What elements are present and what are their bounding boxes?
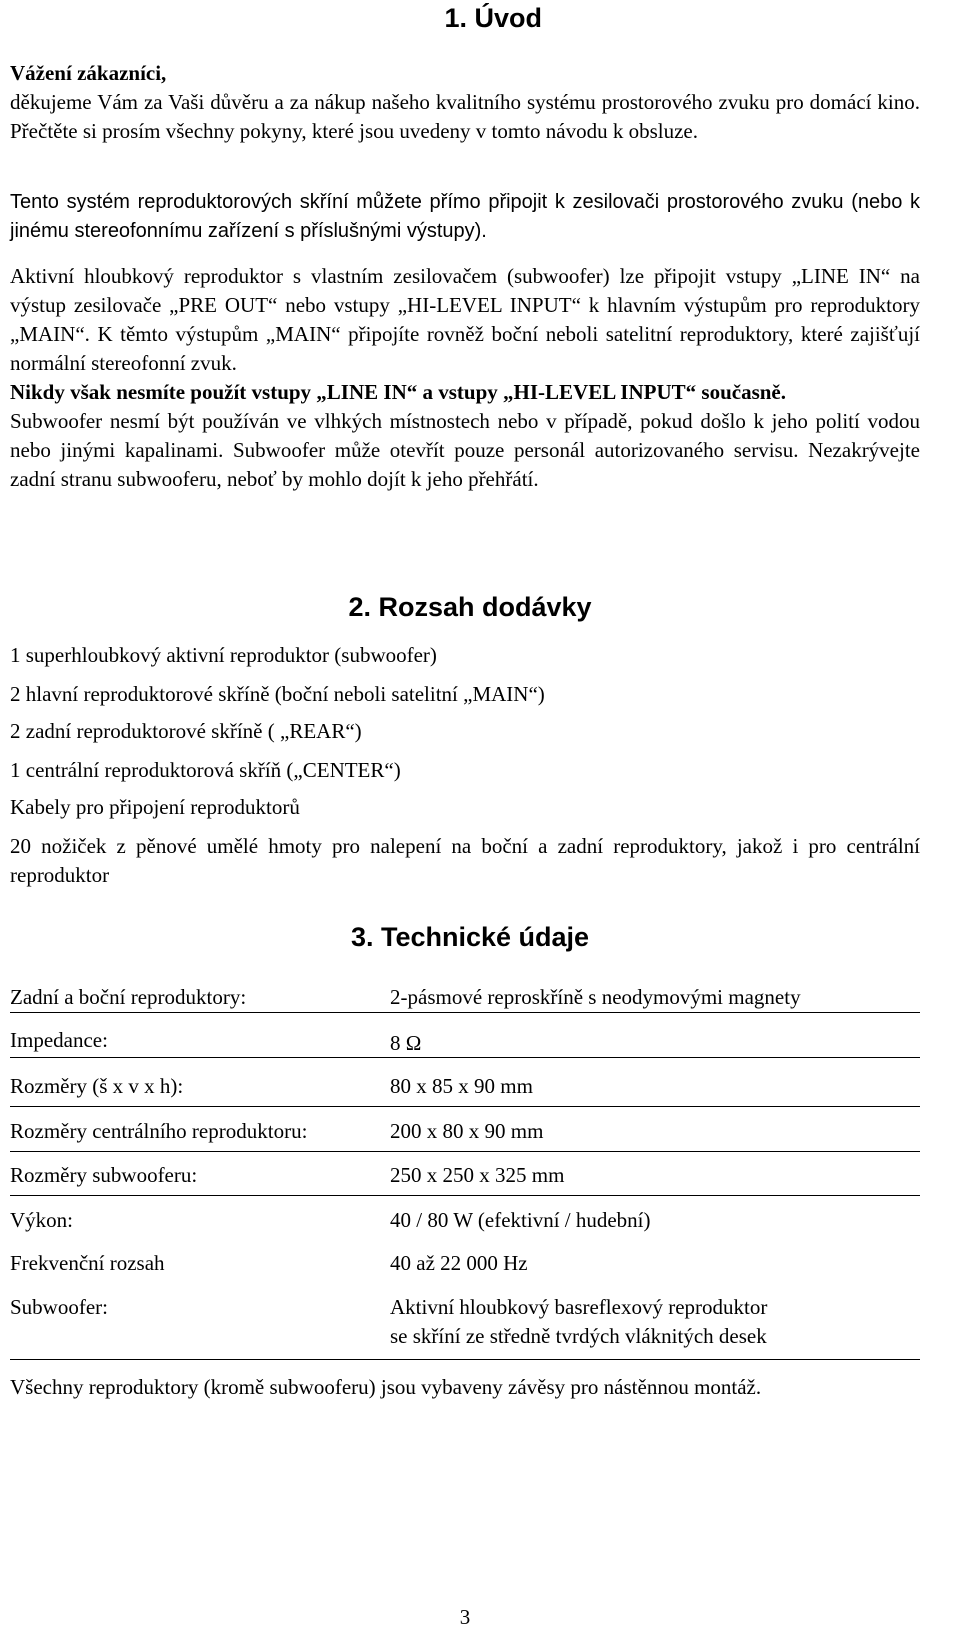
spec-row bbox=[10, 1072, 920, 1102]
list-item: 1 centrální reproduktorová skříň („CENTER“) bbox=[10, 758, 401, 782]
spec-value: 250 x 250 x 325 mm bbox=[390, 1163, 565, 1187]
warning-paragraph: Nikdy však nesmíte použít vstupy „LINE IN“ a vstupy „HI-LEVEL INPUT“ současně. bbox=[10, 380, 786, 404]
spec-label: Výkon: bbox=[10, 1208, 73, 1232]
spec-value: 2-pásmové reproskříně s neodymovými magnety bbox=[390, 985, 801, 1009]
spec-value: 40 až 22 000 Hz bbox=[390, 1251, 528, 1275]
spec-value: 80 x 85 x 90 mm bbox=[390, 1074, 533, 1098]
section-1-heading: 1. Úvod bbox=[444, 3, 542, 33]
spec-label: Impedance: bbox=[10, 1028, 108, 1052]
spec-row bbox=[10, 1026, 920, 1056]
spec-row bbox=[10, 1293, 920, 1355]
spec-row bbox=[10, 1249, 920, 1279]
spec-row bbox=[10, 1206, 920, 1236]
spec-label: Rozměry centrálního reproduktoru: bbox=[10, 1119, 308, 1143]
intro-paragraph: děkujeme Vám za Vaši důvěru a za nákup našeho kvalitního systému prostorového zvuku pro domácí kino. Přečtěte si prosím všechny pokyny, které jsou uvedeny v tomto návodu k obsluze. bbox=[10, 90, 920, 143]
spec-divider bbox=[10, 1106, 920, 1107]
spec-divider bbox=[10, 1195, 920, 1196]
section-2-heading: 2. Rozsah dodávky bbox=[348, 592, 592, 622]
list-item: 1 superhloubkový aktivní reproduktor (subwoofer) bbox=[10, 643, 437, 667]
spec-divider bbox=[10, 1151, 920, 1152]
salutation: Vážení zákazníci, bbox=[10, 61, 167, 85]
section-3-heading: 3. Technické údaje bbox=[350, 922, 590, 952]
spec-value: 200 x 80 x 90 mm bbox=[390, 1119, 544, 1143]
spec-label: Rozměry (š x v x h): bbox=[10, 1074, 184, 1098]
spec-value: 8 Ω bbox=[390, 1031, 422, 1055]
spec-divider bbox=[10, 1057, 920, 1058]
spec-row bbox=[10, 1117, 920, 1147]
mounting-note: Všechny reproduktory (kromě subwooferu) jsou vybaveny závěsy pro nástěnnou montáž. bbox=[10, 1375, 762, 1399]
list-item: 2 zadní reproduktorové skříně ( „REAR“) bbox=[10, 719, 362, 743]
page-number: 3 bbox=[459, 1605, 471, 1629]
spec-divider bbox=[10, 1012, 920, 1013]
safety-paragraph: Subwoofer nesmí být používán ve vlhkých místnostech nebo v případě, pokud došlo k jeho polití vodou nebo jinými kapalinami. Subwoofer může otevřít pouze personál autorizovaného servisu. Nezakrývejte zadní stranu subwooferu, neboť by mohlo dojít k jeho přehřátí. bbox=[10, 409, 920, 491]
list-item: Kabely pro připojení reproduktorů bbox=[10, 795, 300, 819]
spec-label: Rozměry subwooferu: bbox=[10, 1163, 198, 1187]
spec-value: 40 / 80 W (efektivní / hudební) bbox=[390, 1208, 651, 1232]
spec-label: Zadní a boční reproduktory: bbox=[10, 985, 247, 1009]
spec-label: Subwoofer: bbox=[10, 1295, 108, 1319]
spec-row bbox=[10, 983, 920, 1013]
spec-row bbox=[10, 1161, 920, 1191]
spec-value: se skříní ze středně tvrdých vláknitých desek bbox=[390, 1324, 767, 1348]
connection-paragraph: Aktivní hloubkový reproduktor s vlastním zesilovačem (subwoofer) lze připojit vstupy „LINE IN“ na výstup zesilovače „PRE OUT“ nebo vstupy „HI-LEVEL INPUT“ k hlavním výstupům pro reproduktory „MAIN“. K těmto výstupům „MAIN“ připojíte rovněž boční neboli satelitní reproduktory, které zajišťují normální stereofonní zvuk. bbox=[10, 264, 920, 375]
subwoofer-paragraph bbox=[10, 262, 920, 494]
section-1-body bbox=[10, 59, 920, 146]
spec-divider bbox=[10, 1359, 920, 1360]
system-paragraph: Tento systém reproduktorových skříní můžete přímo připojit k zesilovači prostorového zvuku (nebo k jinému stereofonnímu zařízení s příslušnými výstupy). bbox=[10, 191, 920, 242]
spec-value: Aktivní hloubkový basreflexový reproduktor bbox=[390, 1295, 768, 1319]
spec-label: Frekvenční rozsah bbox=[10, 1251, 165, 1275]
list-item: 2 hlavní reproduktorové skříně (boční neboli satelitní „MAIN“) bbox=[10, 682, 545, 706]
manual-page bbox=[10, 0, 920, 1637]
list-item: 20 nožiček z pěnové umělé hmoty pro nalepení na boční a zadní reproduktory, jakož i pro centrální reproduktor bbox=[10, 834, 920, 887]
